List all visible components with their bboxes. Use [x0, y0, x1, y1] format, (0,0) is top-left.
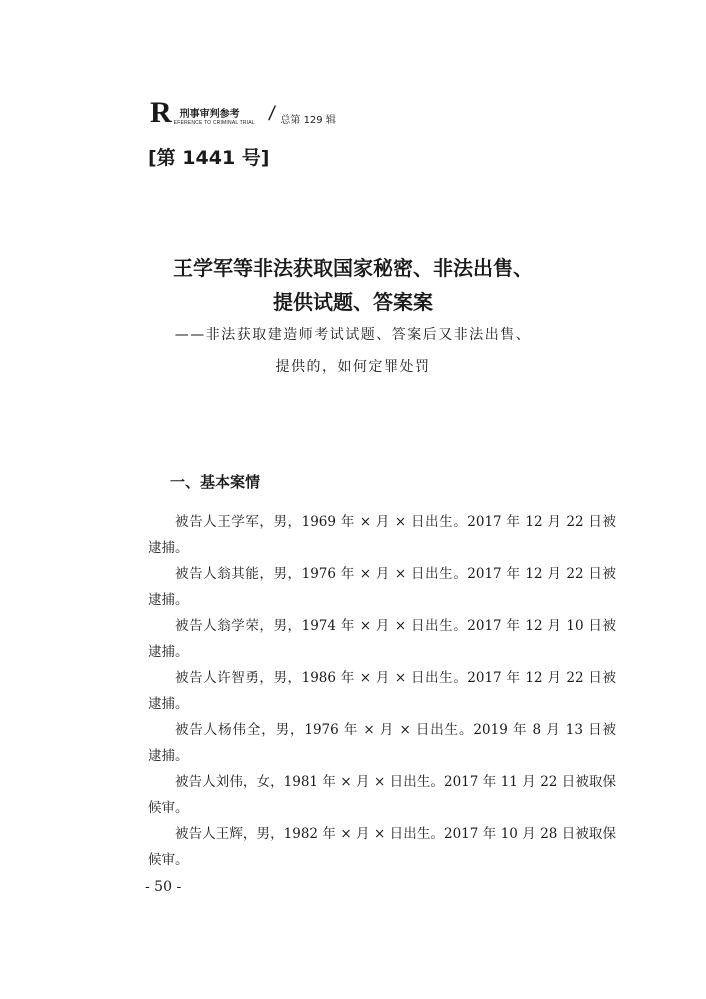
- subtitle-line-1: ——非法获取建造师考试试题、答案后又非法出售、: [174, 327, 532, 343]
- paragraph: [148, 665, 616, 717]
- paragraph-line: 逮捕。: [148, 748, 189, 764]
- paragraph-line: 逮捕。: [148, 592, 189, 608]
- section-heading: 一、基本案情: [170, 473, 261, 491]
- paragraph-line: 逮捕。: [148, 696, 189, 712]
- paragraph-line: 逮捕。: [148, 644, 189, 660]
- body-text: [148, 509, 616, 873]
- paragraph: [148, 613, 616, 665]
- paragraph-line: 候审。: [148, 800, 189, 816]
- paragraph: [148, 717, 616, 769]
- journal-name-cn: 刑事审判参考: [179, 109, 240, 120]
- paragraph: [148, 561, 616, 613]
- paragraph-line: 逮捕。: [148, 540, 189, 556]
- journal-logo-letter: R: [150, 96, 172, 129]
- paragraph-line: 被告人王学军，男，1969 年 × 月 × 日出生。2017 年 12 月 22 日被: [175, 514, 616, 530]
- journal-header: [150, 96, 336, 129]
- title-line-1: 王学军等非法获取国家秘密、非法出售、: [173, 256, 533, 280]
- subtitle-line-2: 提供的，如何定罪处罚: [275, 359, 431, 375]
- volume-number: 总第 129 辑: [280, 115, 336, 126]
- divider-slash: /: [266, 103, 277, 125]
- paragraph-line: 被告人杨伟全，男，1976 年 × 月 × 日出生。2019 年 8 月 13 日被: [175, 722, 616, 738]
- paragraph-line: 被告人王辉，男，1982 年 × 月 × 日出生。2017 年 10 月 28 日被取保: [175, 826, 616, 842]
- paragraph: [148, 821, 616, 873]
- paragraph-line: 被告人许智勇，男，1986 年 × 月 × 日出生。2017 年 12 月 22 日被: [175, 670, 616, 686]
- paragraph-line: 被告人刘伟，女，1981 年 × 月 × 日出生。2017 年 11 月 22 日被取保: [175, 774, 616, 790]
- paragraph-line: 被告人翁学荣，男，1974 年 × 月 × 日出生。2017 年 12 月 10 日被: [175, 618, 616, 634]
- case-number: [第 1441 号]: [148, 147, 270, 169]
- title-line-2: 提供试题、答案案: [273, 290, 433, 314]
- paragraph: [148, 769, 616, 821]
- paragraph-line: 被告人翁其能，男，1976 年 × 月 × 日出生。2017 年 12 月 22 日被: [175, 566, 616, 582]
- paragraph-line: 候审。: [148, 852, 189, 868]
- journal-name-en: EFERENCE TO CRIMINAL TRIAL: [173, 120, 255, 126]
- page-number: - 50 -: [145, 879, 182, 895]
- paragraph: [148, 509, 616, 561]
